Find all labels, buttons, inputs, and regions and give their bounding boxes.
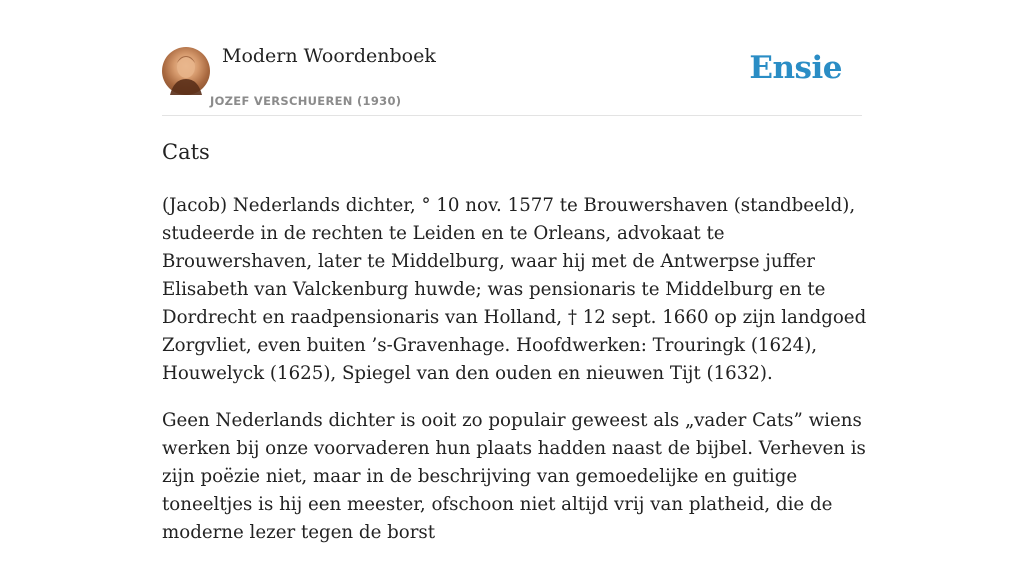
dictionary-title[interactable]: Modern Woordenboek [222, 45, 436, 67]
entry-body [162, 192, 867, 566]
site-logo[interactable]: Ensie [749, 50, 842, 86]
dictionary-author: JOZEF VERSCHUEREN (1930) [210, 94, 402, 108]
page-header [162, 0, 862, 116]
entry-paragraph: Geen Nederlands dichter is ooit zo populair geweest als „vader Cats” wiens werken bij onze voorvaderen hun plaats hadden naast de bijbel. Verheven is zijn poëzie niet, maar in de beschrijving van gemoedelijke en guitige toneeltjes is hij een meester, ofschoon niet altijd vrij van platheid, die de moderne lezer tegen de borst [162, 410, 866, 543]
author-portrait-icon [162, 47, 210, 95]
entry-paragraph: (Jacob) Nederlands dichter, ° 10 nov. 1577 te Brouwershaven (standbeeld), studeerde in de rechten te Leiden en te Orleans, advokaat te Brouwershaven, later te Middelburg, waar hij met de Antwerpse juffer Elisabeth van Valckenburg huwde; was pensionaris te Middelburg en te Dordrecht en raadpensionaris van Holland, † 12 sept. 1660 op zijn landgoed Zorgvliet, even buiten ’s-Gravenhage. Hoofdwerken: Trouringk (1624), Houwelyck (1625), Spiegel van den ouden en nieuwen Tijt (1632). [162, 195, 867, 384]
entry-title: Cats [162, 140, 210, 164]
author-avatar [162, 47, 210, 95]
